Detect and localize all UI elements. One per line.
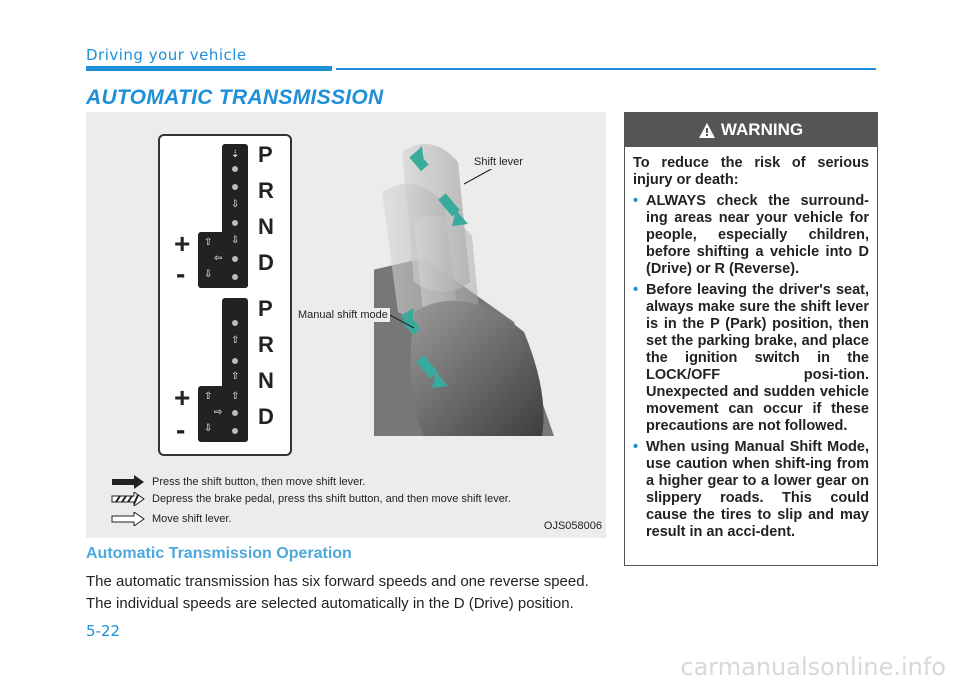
gate-dot [232, 184, 238, 190]
legend-row [108, 512, 231, 526]
warning-list [633, 193, 869, 541]
warning-header [625, 113, 877, 147]
down-arrow-icon: ⇩ [231, 199, 240, 210]
warning-item [633, 282, 869, 435]
right-arrow-icon: ⇨ [214, 407, 223, 418]
gate-dot [232, 256, 238, 262]
down-arrow-icon: ⇣ [231, 149, 240, 160]
down-arrow-icon: ⇩ [204, 269, 213, 280]
figure-id: OJS058006 [543, 520, 602, 532]
left-arrow-icon: ⇦ [214, 253, 223, 264]
warning-triangle-icon [699, 123, 715, 138]
bullet-icon: • [633, 282, 639, 298]
gear-label: P [258, 142, 273, 167]
gear-label: R [258, 332, 274, 357]
warning-item [633, 193, 869, 278]
downshift-minus: - [176, 414, 186, 445]
down-arrow-icon: ⇩ [231, 235, 240, 246]
gear-label: D [258, 250, 274, 275]
gate-dot [232, 166, 238, 172]
page-number: 5-22 [86, 622, 121, 640]
up-arrow-icon: ⇧ [204, 391, 213, 402]
body-paragraph: The automatic transmission has six forward speeds and one reverse speed. The individual speeds are selected automatically in the D (Drive) position. [86, 573, 589, 612]
gear-label: P [258, 296, 273, 321]
legend-text: Depress the brake pedal, press ths shift button, and then move shift lever. [152, 493, 511, 505]
upshift-plus: + [174, 228, 191, 259]
legend-row [108, 492, 511, 506]
page-title: AUTOMATIC TRANSMISSION [86, 86, 384, 109]
watermark: carmanualsonline.info [680, 653, 946, 681]
gate-dot [232, 274, 238, 280]
shift-lever-illustration [374, 132, 554, 436]
gate-dot [232, 220, 238, 226]
upshift-plus: + [174, 382, 191, 413]
warning-item-text: Before leaving the driver's seat, always make sure the shift lever is in the P (Park) position, then set the parking brake, and place the ignition switch in the LOCK/OFF posi-tion. Unexpected and sudden vehicle movement can occur if these precautions are not followed. [646, 282, 869, 434]
legend-text: Move shift lever. [152, 513, 232, 525]
body-text [86, 571, 616, 615]
hatched-arrow-icon [108, 492, 146, 506]
up-arrow-icon: ⇧ [204, 237, 213, 248]
callout-shift-lever: Shift lever [474, 156, 523, 168]
warning-item [633, 439, 869, 541]
subheading: Automatic Transmission Operation [86, 545, 352, 562]
bullet-icon: • [633, 439, 639, 455]
warning-item-text: When using Manual Shift Mode, use caution when shift-ing from a higher gear to a lower gear on slippery roads. This could cause the tires to slip and may result in an acci-dent. [646, 439, 869, 540]
gear-label: N [258, 214, 274, 239]
header-bar [86, 66, 332, 71]
section-label: Driving your vehicle [86, 46, 247, 64]
gear-label: N [258, 368, 274, 393]
up-arrow-icon: ⇧ [231, 371, 240, 382]
header-rule [336, 68, 876, 70]
warning-intro: To reduce the risk of serious injury or death: [633, 155, 869, 188]
warning-box [624, 112, 878, 566]
gate-dot [232, 358, 238, 364]
downshift-minus: - [176, 258, 186, 289]
legend-row [108, 475, 365, 489]
solid-arrow-icon [108, 475, 146, 489]
outline-arrow-icon [108, 512, 146, 526]
gear-label: R [258, 178, 274, 203]
gate-dot [232, 428, 238, 434]
warning-title: WARNING [720, 120, 804, 139]
callout-manual-mode: Manual shift mode [298, 309, 388, 321]
gate-dot [232, 320, 238, 326]
shift-pattern-diagram [158, 134, 292, 456]
warning-body [633, 155, 869, 545]
warning-item-text: ALWAYS check the surround-ing areas near your vehicle for people, especially children, before shifting a vehicle into D (Drive) or R (Reverse). [646, 193, 869, 277]
figure-panel [86, 112, 606, 538]
down-arrow-icon: ⇩ [204, 423, 213, 434]
up-arrow-icon: ⇧ [231, 335, 240, 346]
up-arrow-icon: ⇧ [231, 391, 240, 402]
legend-text: Press the shift button, then move shift lever. [152, 476, 366, 488]
bullet-icon: • [633, 193, 639, 209]
gate-dot [232, 410, 238, 416]
gear-label: D [258, 404, 274, 429]
